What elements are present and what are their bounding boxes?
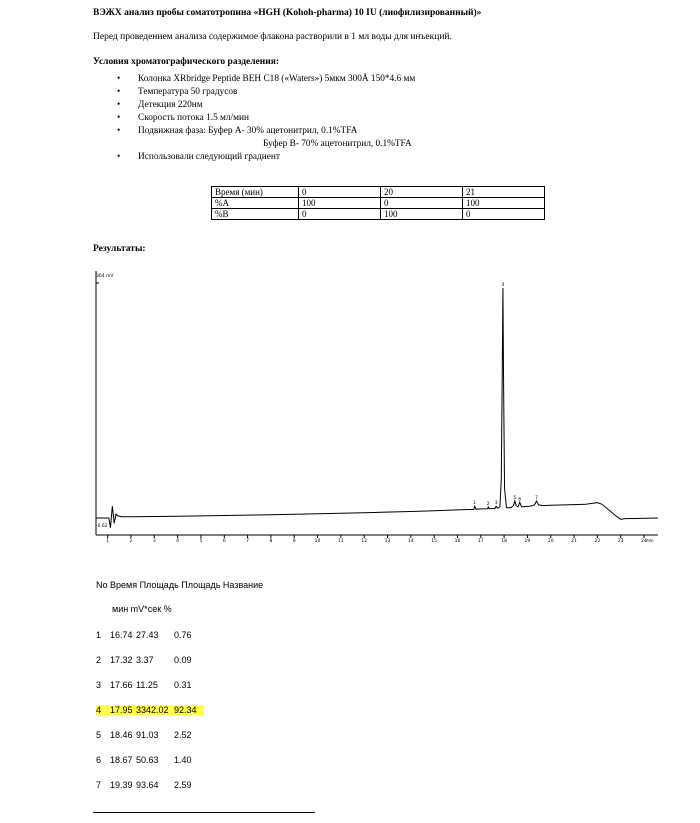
results-heading: Результаты: [93, 244, 146, 254]
peak-label: 2 [486, 501, 490, 507]
bullet-icon: • [117, 87, 121, 97]
gradient-row-a [212, 198, 545, 209]
peak-table-row [96, 730, 204, 740]
peak-cell-pct: 0.31 [174, 680, 192, 690]
peak-cell-time: 16.74 [110, 630, 133, 640]
peak-cell-time: 19.39 [110, 780, 133, 790]
gradient-cell: 100 [381, 209, 463, 220]
gradient-row-time [212, 187, 545, 198]
conditions-list [117, 73, 415, 164]
peak-cell-area: 50.63 [136, 755, 159, 765]
peak-cell-no: 3 [96, 680, 102, 690]
peak-cell-time: 18.67 [110, 755, 133, 765]
peak-cell-time: 17.95 [110, 705, 133, 715]
x-unit-label: min [646, 538, 654, 543]
x-tick-label: 10 [314, 539, 321, 544]
peak-cell-time: 17.66 [110, 680, 133, 690]
peak-labels [473, 282, 538, 507]
x-tick-label: 4 [176, 539, 180, 544]
condition-item-continued: Буфер В- 70% ацетонитрил, 0.1%TFA [263, 139, 412, 149]
chromatogram-trace [96, 288, 658, 528]
bullet-icon: • [117, 74, 121, 84]
gradient-cell: 100 [463, 198, 545, 209]
peak-cell-no: 2 [96, 655, 102, 665]
x-tick-label: 19 [524, 539, 531, 544]
bullet-icon: • [117, 152, 121, 162]
peak-table-row [96, 755, 204, 765]
bullet-icon: • [117, 126, 121, 136]
peak-label: 1 [473, 501, 477, 507]
y-axis-label: 364 mV [96, 274, 114, 279]
peak-label: 7 [535, 496, 538, 501]
x-tick-label: 5 [199, 539, 203, 544]
peak-cell-pct: 2.59 [174, 780, 192, 790]
x-tick-label: 16 [454, 539, 461, 544]
peak-table-row [96, 780, 204, 790]
bullet-icon: • [117, 113, 121, 123]
peak-label: 5 [513, 496, 517, 501]
x-tick-label: 11 [337, 539, 344, 544]
x-tick-label: 20 [547, 539, 554, 544]
x-tick-label: 15 [431, 539, 437, 544]
gradient-cell: 21 [463, 187, 545, 198]
x-axis-ticks [106, 535, 647, 544]
x-tick-label: 9 [292, 539, 296, 544]
peak-cell-no: 6 [96, 755, 102, 765]
gradient-cell: %B [212, 209, 299, 220]
x-tick-label: 24 [641, 539, 647, 544]
peak-cell-area: 91.03 [136, 730, 159, 740]
peak-cell-area: 93.64 [136, 780, 159, 790]
x-tick-label: 21 [571, 539, 577, 544]
condition-item: • Температура 50 градусов [117, 87, 238, 97]
condition-item: • Подвижная фаза: Буфер А- 30% ацетонитрил, 0.1%TFA [117, 126, 358, 136]
peak-cell-pct: 0.76 [174, 630, 192, 640]
intro-text: Перед проведением анализа содержимое флакона растворили в 1 мл воды для инъекций. [93, 32, 452, 42]
peak-label: 4 [501, 282, 505, 288]
peak-table-row [96, 705, 204, 715]
x-tick-label: 6 [222, 539, 226, 544]
condition-item: • Использовали следующий градиент [117, 152, 280, 162]
gradient-cell: 0 [463, 209, 545, 220]
x-tick-label: 2 [129, 539, 133, 544]
bullet-icon: • [117, 100, 121, 110]
y-min-label: -0.62 [96, 524, 108, 529]
peak-cell-time: 18.46 [110, 730, 133, 740]
gradient-cell: 0 [299, 209, 381, 220]
gradient-cell: Время (мин) [212, 187, 299, 198]
peak-cell-pct: 1.40 [174, 755, 192, 765]
peak-cell-no: 4 [96, 705, 102, 715]
x-tick-label: 22 [594, 539, 601, 544]
x-tick-label: 7 [246, 539, 250, 544]
x-tick-label: 14 [407, 539, 414, 544]
condition-item: • Скорость потока 1.5 мл/мин [117, 113, 249, 123]
document-title: ВЭЖХ анализ пробы соматотропина «HGH (Kohoh-pharma) 10 IU (лиофилизированный)» [93, 8, 482, 18]
x-tick-label: 13 [384, 539, 391, 544]
conditions-heading: Условия хроматографического разделения: [93, 57, 280, 67]
chart-axes [96, 271, 658, 535]
x-tick-label: 18 [501, 539, 507, 544]
peak-cell-pct: 0.09 [174, 655, 192, 665]
peak-table-subheader: мин mV*сек % [112, 604, 172, 614]
peak-cell-no: 7 [96, 780, 102, 790]
peak-table-row [96, 630, 204, 640]
peak-cell-no: 5 [96, 730, 102, 740]
peak-table-row [96, 655, 204, 665]
gradient-cell: 20 [381, 187, 463, 198]
x-tick-label: 3 [152, 539, 156, 544]
peak-cell-time: 17.32 [110, 655, 133, 665]
gradient-table [211, 186, 545, 220]
peak-cell-pct: 92.34 [174, 705, 197, 715]
gradient-cell: 0 [299, 187, 381, 198]
gradient-cell: 100 [299, 198, 381, 209]
peak-cell-area: 27.43 [136, 630, 159, 640]
peak-table-header: No Время Площадь Площадь Название [96, 580, 264, 590]
peak-cell-no: 1 [96, 630, 102, 640]
x-tick-label: 12 [361, 539, 368, 544]
condition-item: • Детекция 220нм [117, 100, 203, 110]
peak-label: 3 [494, 501, 498, 507]
peak-cell-pct: 2.52 [174, 730, 192, 740]
footer-rule [93, 812, 315, 813]
x-tick-label: 1 [106, 539, 110, 544]
peak-label: 6 [518, 497, 522, 503]
gradient-row-b [212, 209, 545, 220]
peak-table-row [96, 680, 204, 690]
condition-item: • Колонка XRbridge Peptide BEH C18 («Waters») 5мкм 300Å 150*4.6 мм [117, 74, 416, 84]
x-tick-label: 23 [617, 539, 624, 544]
gradient-cell: %A [212, 198, 299, 209]
peak-cell-area: 11.25 [136, 680, 158, 690]
x-tick-label: 8 [269, 539, 273, 544]
x-tick-label: 17 [477, 539, 484, 544]
peak-cell-area: 3.37 [136, 655, 154, 665]
gradient-cell: 0 [381, 198, 463, 209]
chromatogram [92, 266, 660, 544]
peak-cell-area: 3342.02 [136, 705, 169, 715]
